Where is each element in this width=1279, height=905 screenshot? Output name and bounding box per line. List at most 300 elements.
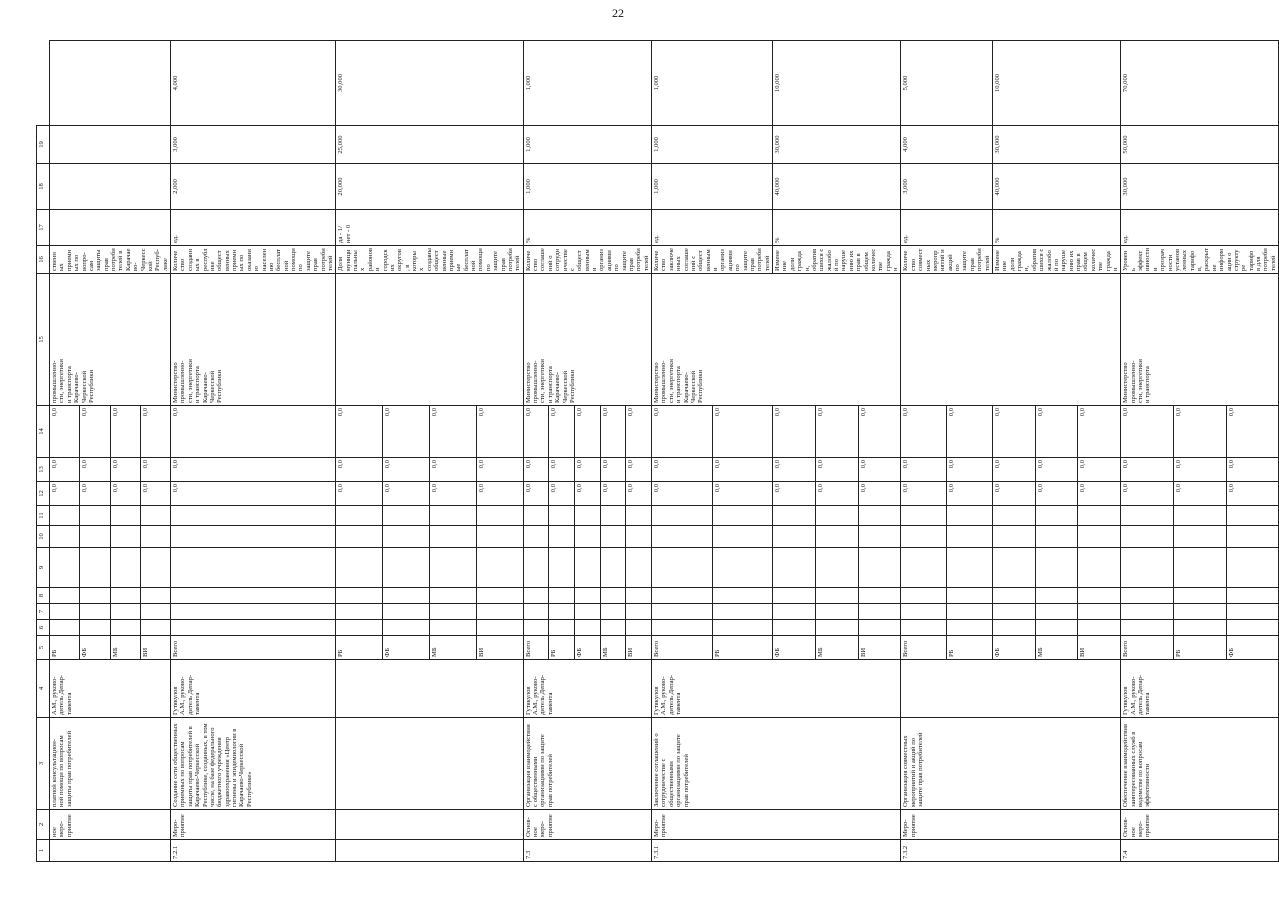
funding-value <box>171 588 336 604</box>
indicator-value: 1,000 <box>523 126 651 164</box>
row-responsible <box>336 660 523 718</box>
column-number-header <box>37 41 50 862</box>
funding-value <box>901 526 947 548</box>
col-header: 10 <box>37 526 50 548</box>
row-responsible: А.М., руково- дитель Депар- тамента <box>50 660 171 718</box>
funding-value: 0,0 <box>1078 458 1121 482</box>
funding-value <box>140 548 170 588</box>
funding-value: 0,0 <box>1173 458 1226 482</box>
indicator-unit: % <box>992 210 1120 246</box>
funding-source: РБ <box>336 636 383 660</box>
funding-value <box>574 548 600 588</box>
funding-value <box>1035 548 1078 588</box>
funding-value <box>336 620 383 636</box>
funding-value <box>626 588 652 604</box>
table-row <box>901 41 947 862</box>
indicator-text: Количество совместных мероприятий и акций по защите прав потребителей <box>901 246 993 274</box>
funding-value: 0,0 <box>80 482 110 506</box>
funding-value <box>1078 506 1121 526</box>
funding-source: Всего <box>652 636 713 660</box>
indicator-value: 1,000 <box>523 164 651 210</box>
funding-value <box>652 588 713 604</box>
funding-value <box>600 506 626 526</box>
funding-value <box>140 506 170 526</box>
funding-value: 0,0 <box>1226 482 1279 506</box>
col-header: 11 <box>37 506 50 526</box>
funding-value <box>50 620 80 636</box>
funding-value: 0,0 <box>901 406 947 458</box>
funding-value: 0,0 <box>429 482 476 506</box>
funding-value <box>171 604 336 620</box>
funding-value <box>383 526 430 548</box>
funding-value <box>171 620 336 636</box>
table-row <box>1121 41 1174 862</box>
funding-source: МБ <box>110 636 140 660</box>
indicator-value: 5,000 <box>901 41 993 126</box>
funding-value: 0,0 <box>383 458 430 482</box>
funding-value: 0,0 <box>140 406 170 458</box>
col-header: 14 <box>37 406 50 458</box>
row-responsible <box>901 660 1121 718</box>
funding-value: 0,0 <box>1121 458 1174 482</box>
indicator-value: 40,000 <box>992 164 1120 210</box>
funding-value <box>712 588 773 604</box>
funding-value <box>1121 548 1174 588</box>
funding-value <box>476 588 523 604</box>
funding-source: ВИ <box>140 636 170 660</box>
funding-value <box>858 526 901 548</box>
funding-value <box>476 604 523 620</box>
funding-value <box>574 604 600 620</box>
funding-value <box>773 526 816 548</box>
funding-value: 0,0 <box>626 458 652 482</box>
funding-source: РБ <box>50 636 80 660</box>
funding-value <box>1173 526 1226 548</box>
funding-value <box>1078 588 1121 604</box>
program-table <box>36 40 1279 862</box>
funding-value <box>815 588 858 604</box>
funding-source: Всего <box>901 636 947 660</box>
funding-value: 0,0 <box>523 458 549 482</box>
table-row <box>171 41 336 862</box>
funding-value <box>652 506 713 526</box>
funding-value <box>600 620 626 636</box>
indicator-value <box>50 126 171 164</box>
col-header: 5 <box>37 636 50 660</box>
funding-value: 0,0 <box>773 482 816 506</box>
funding-source: ФБ <box>992 636 1035 660</box>
funding-value <box>815 604 858 620</box>
funding-value <box>50 506 80 526</box>
indicator-value <box>50 164 171 210</box>
funding-value <box>901 588 947 604</box>
indicator-text: Доля муниципальных районов и городских округов, в которых созданы общественные приемные бесплатной помощи по защите прав потребителей <box>336 246 523 274</box>
funding-value: 0,0 <box>171 406 336 458</box>
funding-value <box>523 604 549 620</box>
funding-value <box>652 526 713 548</box>
funding-value: 0,0 <box>712 458 773 482</box>
indicator-unit: да - 1/ нет - 0 <box>336 210 523 246</box>
funding-value <box>1121 526 1174 548</box>
funding-value <box>171 506 336 526</box>
funding-value <box>549 506 575 526</box>
funding-value: 0,0 <box>773 406 816 458</box>
funding-value <box>947 620 993 636</box>
col-header: 7 <box>37 604 50 620</box>
funding-value <box>1078 604 1121 620</box>
row-type: Основ- ное меро- приятие <box>523 810 651 840</box>
funding-source: МБ <box>600 636 626 660</box>
funding-value <box>992 588 1035 604</box>
funding-value <box>140 604 170 620</box>
funding-value <box>992 506 1035 526</box>
funding-value <box>140 526 170 548</box>
funding-value <box>858 604 901 620</box>
funding-value <box>523 548 549 588</box>
funding-value <box>429 604 476 620</box>
funding-value <box>140 620 170 636</box>
funding-value <box>574 588 600 604</box>
funding-value <box>80 548 110 588</box>
funding-value: 0,0 <box>626 406 652 458</box>
indicator-text: Количество соглашений о сотрудничестве с общественными организациями по защите прав потребителей <box>523 246 651 274</box>
funding-value: 0,0 <box>574 458 600 482</box>
col-header: 16 <box>37 246 50 274</box>
col-header: 1 <box>37 840 50 862</box>
funding-value: 0,0 <box>171 458 336 482</box>
funding-value <box>383 588 430 604</box>
funding-value <box>1226 526 1279 548</box>
row-name: Заключение соглашений о сотрудничестве с общественными организациями по защите прав потребителей <box>652 718 901 810</box>
row-executor: Министерство промышленно- сти, энергетики и транспорта <box>1121 274 1279 406</box>
funding-value <box>858 620 901 636</box>
funding-value <box>1173 548 1226 588</box>
funding-value <box>773 604 816 620</box>
col-header: 6 <box>37 620 50 636</box>
funding-value <box>712 620 773 636</box>
row-executor: промышленно- сти, энергетики и транспорта Карачаево- Черкесской Республики <box>50 274 171 406</box>
funding-source: Всего <box>1121 636 1174 660</box>
funding-value: 0,0 <box>901 482 947 506</box>
funding-value <box>336 604 383 620</box>
indicator-value: 1,000 <box>652 41 773 126</box>
funding-value: 0,0 <box>110 406 140 458</box>
funding-value: 0,0 <box>858 482 901 506</box>
funding-value <box>549 588 575 604</box>
funding-value: 0,0 <box>652 458 713 482</box>
funding-value <box>901 620 947 636</box>
funding-value <box>476 506 523 526</box>
funding-source: Всего <box>523 636 549 660</box>
funding-value <box>523 526 549 548</box>
funding-value <box>140 588 170 604</box>
funding-value <box>901 604 947 620</box>
row-executor <box>901 274 1121 406</box>
funding-value <box>336 526 383 548</box>
col-header: 19 <box>37 126 50 164</box>
funding-value: 0,0 <box>171 482 336 506</box>
indicator-value: 4,000 <box>901 126 993 164</box>
funding-value <box>1078 548 1121 588</box>
funding-value <box>652 548 713 588</box>
indicator-value: 1,000 <box>523 41 651 126</box>
funding-value <box>1121 620 1174 636</box>
funding-value <box>773 588 816 604</box>
funding-value <box>336 588 383 604</box>
row-id: 7.3.2 <box>901 840 1121 862</box>
funding-value: 0,0 <box>815 406 858 458</box>
funding-value <box>383 604 430 620</box>
funding-source: ФБ <box>773 636 816 660</box>
funding-value <box>336 548 383 588</box>
row-type: Меро- приятие <box>171 810 336 840</box>
funding-value: 0,0 <box>1035 406 1078 458</box>
indicator-value: 10,000 <box>992 41 1120 126</box>
funding-value: 0,0 <box>858 458 901 482</box>
funding-value: 0,0 <box>429 458 476 482</box>
funding-value <box>600 548 626 588</box>
funding-value <box>50 526 80 548</box>
funding-value: 0,0 <box>523 482 549 506</box>
funding-value: 0,0 <box>947 406 993 458</box>
funding-value <box>1078 526 1121 548</box>
funding-source: РБ <box>947 636 993 660</box>
funding-value: 0,0 <box>574 482 600 506</box>
indicator-text: Уровень эффективности и прозрачности установленных тарифов, раскрытие информации о структуре тарифов для потребителей <box>1121 246 1279 274</box>
indicator-value: 30,000 <box>773 126 901 164</box>
funding-source: ФБ <box>80 636 110 660</box>
funding-value: 0,0 <box>947 482 993 506</box>
funding-value <box>815 506 858 526</box>
funding-value: 0,0 <box>1121 482 1174 506</box>
col-header: 18 <box>37 164 50 210</box>
row-id: 7.4 <box>1121 840 1279 862</box>
row-executor <box>336 274 523 406</box>
funding-value <box>336 506 383 526</box>
funding-value <box>429 506 476 526</box>
funding-value <box>815 526 858 548</box>
funding-value: 0,0 <box>652 482 713 506</box>
table-row <box>50 41 80 862</box>
row-id: 7.3 <box>523 840 651 862</box>
row-id <box>50 840 171 862</box>
funding-value: 0,0 <box>476 406 523 458</box>
indicator-unit: ед. <box>171 210 336 246</box>
funding-value <box>476 548 523 588</box>
funding-value: 0,0 <box>383 482 430 506</box>
funding-value <box>1226 588 1279 604</box>
funding-value <box>476 526 523 548</box>
funding-value <box>80 620 110 636</box>
funding-value <box>992 604 1035 620</box>
indicator-value: 3,000 <box>171 126 336 164</box>
funding-value: 0,0 <box>140 458 170 482</box>
funding-value <box>712 548 773 588</box>
funding-value <box>383 620 430 636</box>
funding-value <box>549 620 575 636</box>
funding-value <box>626 506 652 526</box>
funding-value: 0,0 <box>600 406 626 458</box>
funding-value: 0,0 <box>1078 482 1121 506</box>
funding-value <box>1173 588 1226 604</box>
row-id <box>336 840 523 862</box>
col-header: 4 <box>37 660 50 718</box>
col-header: 3 <box>37 718 50 810</box>
col-header: 13 <box>37 458 50 482</box>
funding-value <box>523 620 549 636</box>
funding-value: 0,0 <box>549 406 575 458</box>
funding-value: 0,0 <box>50 458 80 482</box>
funding-value <box>80 526 110 548</box>
indicator-unit: ед. <box>1121 210 1279 246</box>
funding-value: 0,0 <box>1226 458 1279 482</box>
indicator-value: 10,000 <box>773 41 901 126</box>
funding-value: 0,0 <box>1121 406 1174 458</box>
rotated-document <box>36 40 1277 862</box>
funding-value: 0,0 <box>383 406 430 458</box>
row-type: Основ- ное меро- приятие <box>1121 810 1279 840</box>
indicator-value: 4,000 <box>171 41 336 126</box>
funding-source: РБ <box>549 636 575 660</box>
row-name <box>336 718 523 810</box>
funding-value: 0,0 <box>1078 406 1121 458</box>
row-name: Создание сети общественных приемных по вопросам защиты прав потребителей в Карачаево-Черкесской Республике, созданных, в том числе, на базе федерального бюджетного учреждения здравоохранения «Центр гигиены и эпидемиологии в Карачаево-Черкесской Республике» <box>171 718 336 810</box>
indicator-value: 30,000 <box>1121 164 1279 210</box>
row-type <box>336 810 523 840</box>
indicator-value <box>50 41 171 126</box>
funding-value <box>1035 604 1078 620</box>
funding-value <box>80 588 110 604</box>
funding-value <box>773 620 816 636</box>
funding-source: ФБ <box>574 636 600 660</box>
funding-value: 0,0 <box>110 482 140 506</box>
funding-value <box>110 604 140 620</box>
funding-value <box>1121 588 1174 604</box>
table-row <box>336 41 383 862</box>
funding-value <box>652 604 713 620</box>
row-type: ное меро- приятие <box>50 810 171 840</box>
funding-value <box>626 526 652 548</box>
funding-value <box>50 588 80 604</box>
funding-value: 0,0 <box>336 406 383 458</box>
funding-value: 0,0 <box>476 482 523 506</box>
funding-value <box>429 620 476 636</box>
funding-value: 0,0 <box>336 482 383 506</box>
funding-value: 0,0 <box>858 406 901 458</box>
funding-value: 0,0 <box>600 458 626 482</box>
funding-source: ВИ <box>858 636 901 660</box>
funding-value <box>1173 620 1226 636</box>
funding-value: 0,0 <box>549 482 575 506</box>
row-executor: Министерство промышленно- сти, энергетики и транспорта Карачаево- Черкесской Республики <box>652 274 901 406</box>
funding-value: 0,0 <box>1173 406 1226 458</box>
table-row <box>523 41 549 862</box>
funding-value: 0,0 <box>815 482 858 506</box>
funding-value <box>947 548 993 588</box>
funding-value <box>992 526 1035 548</box>
funding-value <box>1226 548 1279 588</box>
indicator-value: 40,000 <box>773 164 901 210</box>
indicator-value: 1,000 <box>652 164 773 210</box>
funding-value: 0,0 <box>600 482 626 506</box>
funding-value <box>383 506 430 526</box>
indicator-value: 3,000 <box>901 164 993 210</box>
funding-value: 0,0 <box>50 406 80 458</box>
row-responsible: Гутякулов А.М., руково- дитель Депар- тамента <box>523 660 651 718</box>
funding-value <box>947 506 993 526</box>
funding-source: МБ <box>815 636 858 660</box>
funding-value <box>947 588 993 604</box>
funding-value <box>600 604 626 620</box>
funding-value: 0,0 <box>652 406 713 458</box>
indicator-value: 25,000 <box>336 126 523 164</box>
row-responsible: Гутякулов А.М., руково- дитель Депар- тамента <box>171 660 336 718</box>
funding-source: РБ <box>1173 636 1226 660</box>
indicator-text: Количество заключенных соглашений с общественными организациями по защите прав потребителей <box>652 246 773 274</box>
funding-value <box>549 548 575 588</box>
funding-value <box>773 548 816 588</box>
funding-value <box>773 506 816 526</box>
indicator-text: Изменение доли граждан, обратившихся с жалобой по нарушению их прав в общем количестве граждан <box>992 246 1120 274</box>
funding-value <box>549 604 575 620</box>
funding-value <box>1226 506 1279 526</box>
funding-value <box>50 604 80 620</box>
funding-source: ФБ <box>383 636 430 660</box>
row-responsible: Гутякулов А.М., руково- дитель Депар- тамента <box>652 660 901 718</box>
funding-value <box>476 620 523 636</box>
funding-value <box>549 526 575 548</box>
funding-source: ФБ <box>1226 636 1279 660</box>
funding-value <box>815 620 858 636</box>
indicator-value: 30,000 <box>992 126 1120 164</box>
funding-value <box>600 588 626 604</box>
col-header: 8 <box>37 588 50 604</box>
row-name: Организация взаимодействия с общественными организациями по защите прав потребителей <box>523 718 651 810</box>
row-id: 7.2.1 <box>171 840 336 862</box>
indicator-value: 70,000 <box>1121 41 1279 126</box>
row-type: Меро- приятие <box>652 810 901 840</box>
funding-value: 0,0 <box>773 458 816 482</box>
funding-value: 0,0 <box>523 406 549 458</box>
indicator-value: 1,000 <box>652 126 773 164</box>
funding-source: ВИ <box>476 636 523 660</box>
row-name: Обеспечение взаимодействия заинтересованных служб в ведомстве по вопросам эффективности <box>1121 718 1279 810</box>
funding-value <box>1226 620 1279 636</box>
funding-value <box>383 548 430 588</box>
funding-value <box>626 548 652 588</box>
funding-value <box>429 588 476 604</box>
funding-value <box>1121 604 1174 620</box>
funding-value <box>574 620 600 636</box>
funding-value <box>901 548 947 588</box>
funding-value: 0,0 <box>1035 458 1078 482</box>
funding-value <box>712 604 773 620</box>
funding-value <box>574 526 600 548</box>
funding-value: 0,0 <box>947 458 993 482</box>
row-name: платной консультацион- ной помощи по вопросам защиты прав потребителей <box>50 718 171 810</box>
funding-source: МБ <box>429 636 476 660</box>
indicator-unit: % <box>773 210 901 246</box>
funding-value <box>110 588 140 604</box>
row-executor: Министерство промышленно- сти, энергетики и транспорта Карачаево- Черкесской Республики <box>171 274 336 406</box>
funding-value <box>1035 588 1078 604</box>
funding-value <box>523 506 549 526</box>
col-header: 17 <box>37 210 50 246</box>
funding-value <box>1035 620 1078 636</box>
funding-value <box>712 526 773 548</box>
funding-value <box>1173 506 1226 526</box>
funding-value: 0,0 <box>992 482 1035 506</box>
